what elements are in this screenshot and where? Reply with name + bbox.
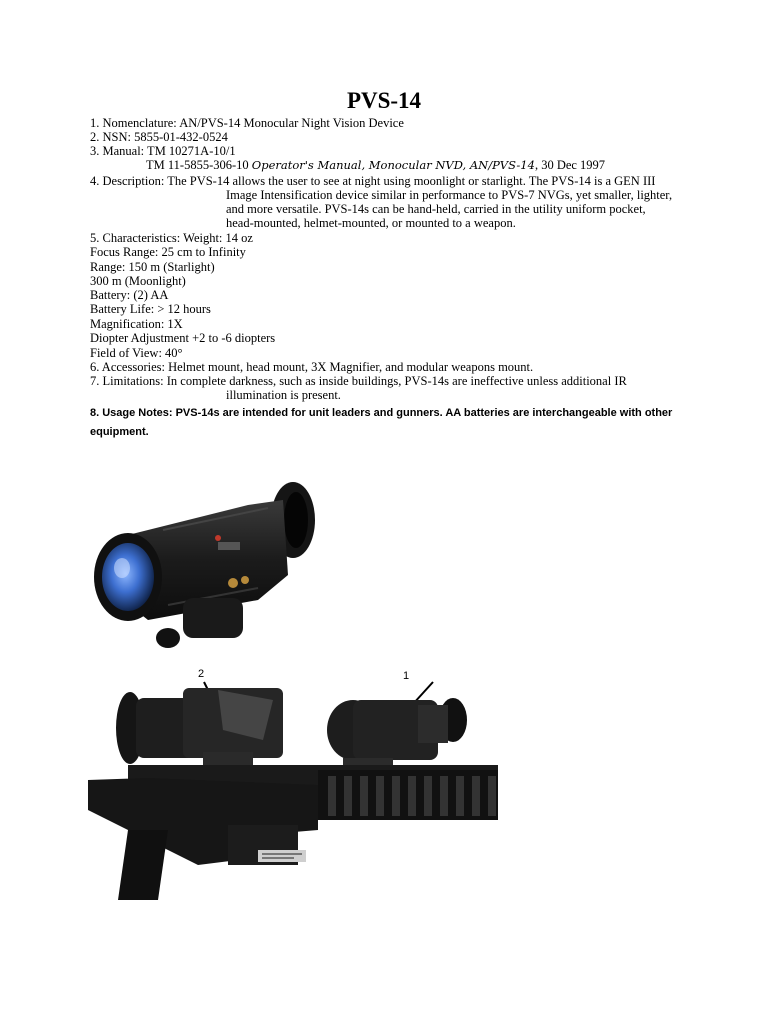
magnification-line: Magnification: 1X xyxy=(90,317,183,331)
callout-1-label: 1 xyxy=(403,670,410,682)
tm-date: , 30 Dec 1997 xyxy=(534,158,606,172)
nomenclature-line: 1. Nomenclature: AN/PVS-14 Monocular Night Vision Device xyxy=(90,116,404,130)
rifle-mount-photo xyxy=(88,660,498,905)
pistol-grip-shape xyxy=(118,830,168,900)
diopter-line: Diopter Adjustment +2 to -6 diopters xyxy=(90,331,276,345)
tm-title: Operator's Manual, Monocular NVD, AN/PVS-14 xyxy=(251,158,535,172)
description-line-4: head-mounted, helmet-mounted, or mounted to a weapon. xyxy=(226,216,516,230)
range-starlight: Range: 150 m (Starlight) xyxy=(90,260,215,274)
pvs14-monocular-photo xyxy=(88,480,328,660)
lens-shape xyxy=(102,543,154,611)
range-moonlight: 300 m (Moonlight) xyxy=(90,274,186,288)
callout-2-label: 2 xyxy=(198,668,205,680)
description-line-3: and more versatile. PVS-14s can be hand-held, carried in the utility uniform pocket, xyxy=(226,202,646,216)
tm-number: TM 11-5855-306-10 xyxy=(146,158,252,172)
limitations-line-2: illumination is present. xyxy=(226,388,341,402)
manual-line: 3. Manual: TM 10271A-10/1 xyxy=(90,144,236,158)
usage-notes-line-1: 8. Usage Notes: PVS-14s are intended for unit leaders and gunners. AA batteries are interchangeable with other xyxy=(90,407,673,419)
battery-cap-shape xyxy=(183,598,243,638)
description-line-2: Image Intensification device similar in performance to PVS-7 NVGs, yet smaller, lighter, xyxy=(226,188,673,202)
battery-life-line: Battery Life: > 12 hours xyxy=(90,302,211,316)
field-of-view-line: Field of View: 40° xyxy=(90,346,183,360)
battery-line: Battery: (2) AA xyxy=(90,288,169,302)
limitations-line-1: 7. Limitations: In complete darkness, such as inside buildings, PVS-14s are ineffective unless additional IR xyxy=(90,374,627,388)
description-line-1: 4. Description: The PVS-14 allows the user to see at night using moonlight or starlight. The PVS-14 is a GEN III xyxy=(90,174,656,188)
page-title: PVS-14 xyxy=(346,88,422,113)
characteristics-weight: 5. Characteristics: Weight: 14 oz xyxy=(90,231,253,245)
nsn-line: 2. NSN: 5855-01-432-0524 xyxy=(90,130,228,144)
usage-notes-line-2: equipment. xyxy=(90,426,149,438)
tm-reference-line xyxy=(146,158,605,172)
serial-plate-shape xyxy=(258,850,306,862)
focus-range: Focus Range: 25 cm to Infinity xyxy=(90,245,246,259)
accessories-line: 6. Accessories: Helmet mount, head mount, 3X Magnifier, and modular weapons mount. xyxy=(90,360,534,374)
